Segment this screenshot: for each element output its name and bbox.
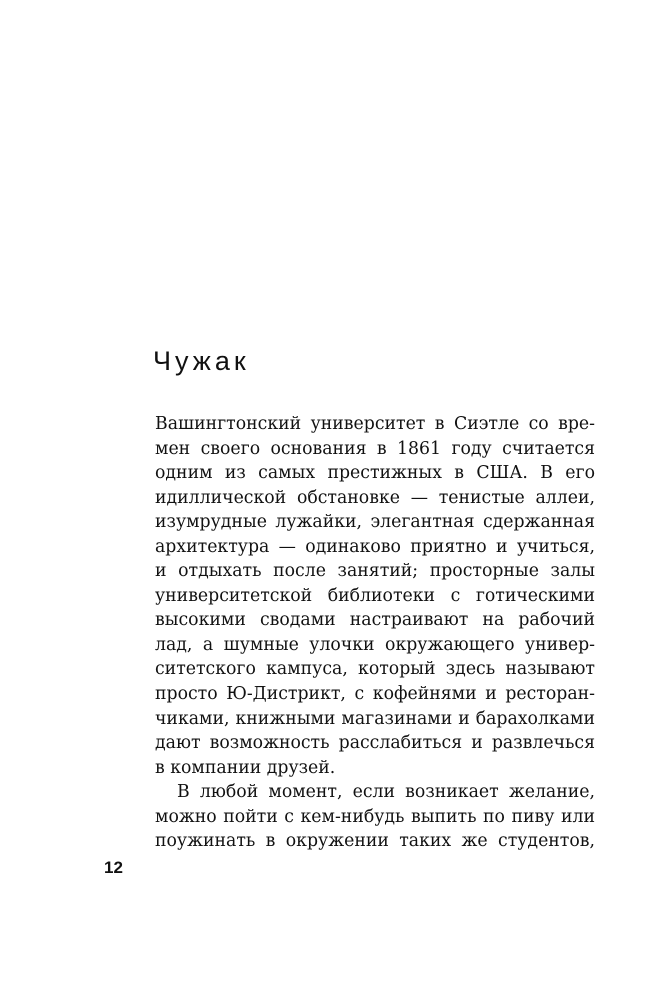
text-line: поужинать в окружении таких же студентов, xyxy=(155,831,595,852)
text-line: просто Ю-Дистрикт, с кофейнями и ресторан- xyxy=(155,684,595,705)
text-line: дают возможность расслабиться и развлечься xyxy=(155,733,595,754)
text-line: идиллической обстановке — тенистые аллеи, xyxy=(155,487,595,508)
chapter-title: Чужак xyxy=(153,346,250,376)
page-number: 12 xyxy=(104,858,123,877)
text-line: высокими сводами настраивают на рабочий xyxy=(155,610,595,631)
text-line: можно пойти с кем-нибудь выпить по пиву или xyxy=(155,806,595,827)
text-line: архитектура — одинаково приятно и учиться, xyxy=(155,536,595,557)
body-text xyxy=(155,412,595,854)
text-line: ситетского кампуса, который здесь называют xyxy=(155,659,595,680)
text-line: и отдыхать после занятий; просторные залы xyxy=(155,561,595,582)
text-line: чиками, книжными магазинами и барахолками xyxy=(155,708,595,729)
text-line: В любой момент, если возникает желание, xyxy=(177,782,595,803)
text-line: Вашингтонский университет в Сиэтле со вре- xyxy=(155,414,595,434)
text-line: лад, а шумные улочки окружающего универ- xyxy=(155,634,595,655)
text-line: в компании друзей. xyxy=(155,757,336,778)
text-line: университетской библиотеки с готическими xyxy=(155,585,595,606)
text-line: изумрудные лужайки, элегантная сдержанная xyxy=(155,512,595,533)
text-line: мен своего основания в 1861 году считается xyxy=(155,438,595,459)
text-line: одним из самых престижных в США. В его xyxy=(155,463,595,484)
